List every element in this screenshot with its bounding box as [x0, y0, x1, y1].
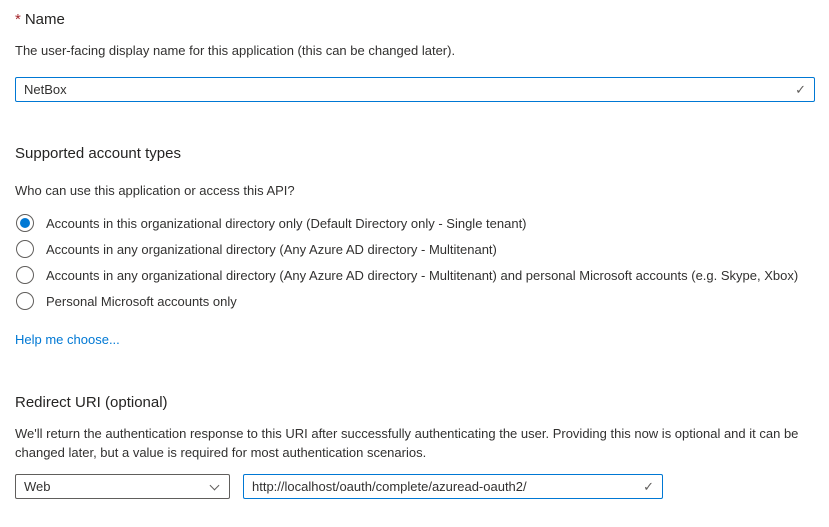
help-me-choose-link[interactable]: Help me choose...: [15, 332, 120, 347]
account-types-radio-group: [15, 210, 815, 314]
radio-option-personal-only[interactable]: [15, 288, 815, 314]
account-types-question: Who can use this application or access this API?: [15, 183, 295, 198]
radio-button-icon[interactable]: [16, 214, 34, 232]
platform-select-value: Web: [24, 479, 51, 494]
radio-button-icon[interactable]: [16, 266, 34, 284]
redirect-uri-input[interactable]: [244, 479, 643, 494]
redirect-uri-title: Redirect URI (optional): [15, 394, 168, 411]
radio-option-single-tenant[interactable]: [15, 210, 815, 236]
radio-option-multitenant[interactable]: [15, 236, 815, 262]
name-field-wrapper: [15, 77, 815, 102]
radio-option-multitenant-personal[interactable]: [15, 262, 815, 288]
name-description: The user-facing display name for this application (this can be changed later).: [15, 43, 456, 58]
checkmark-icon: ✓: [795, 82, 806, 97]
checkmark-icon: ✓: [643, 479, 654, 494]
radio-option-label: Accounts in this organizational directory only (Default Directory only - Single tenant): [46, 215, 527, 231]
name-input[interactable]: [16, 82, 795, 97]
radio-button-icon[interactable]: [16, 292, 34, 310]
redirect-uri-field-wrapper: [243, 474, 663, 499]
required-asterisk: *: [15, 11, 21, 28]
radio-option-label: Personal Microsoft accounts only: [46, 293, 237, 309]
radio-button-icon[interactable]: [16, 240, 34, 258]
name-label: Name: [24, 11, 65, 28]
platform-select[interactable]: [15, 474, 230, 499]
account-types-title: Supported account types: [15, 145, 181, 162]
app-registration-form: [0, 11, 829, 499]
redirect-uri-row: [15, 474, 815, 499]
name-section-title: [15, 11, 815, 28]
radio-option-label: Accounts in any organizational directory (Any Azure AD directory - Multitenant) and personal Microsoft accounts (e.g. Skype, Xbox): [46, 267, 799, 283]
redirect-uri-description: We'll return the authentication response to this URI after successfully authenticating the user. Providing this now is optional and it can be changed later, but a value is required for most authentication scenarios.: [15, 426, 799, 460]
radio-option-label: Accounts in any organizational directory (Any Azure AD directory - Multitenant): [46, 241, 497, 257]
chevron-down-icon: [210, 481, 220, 491]
